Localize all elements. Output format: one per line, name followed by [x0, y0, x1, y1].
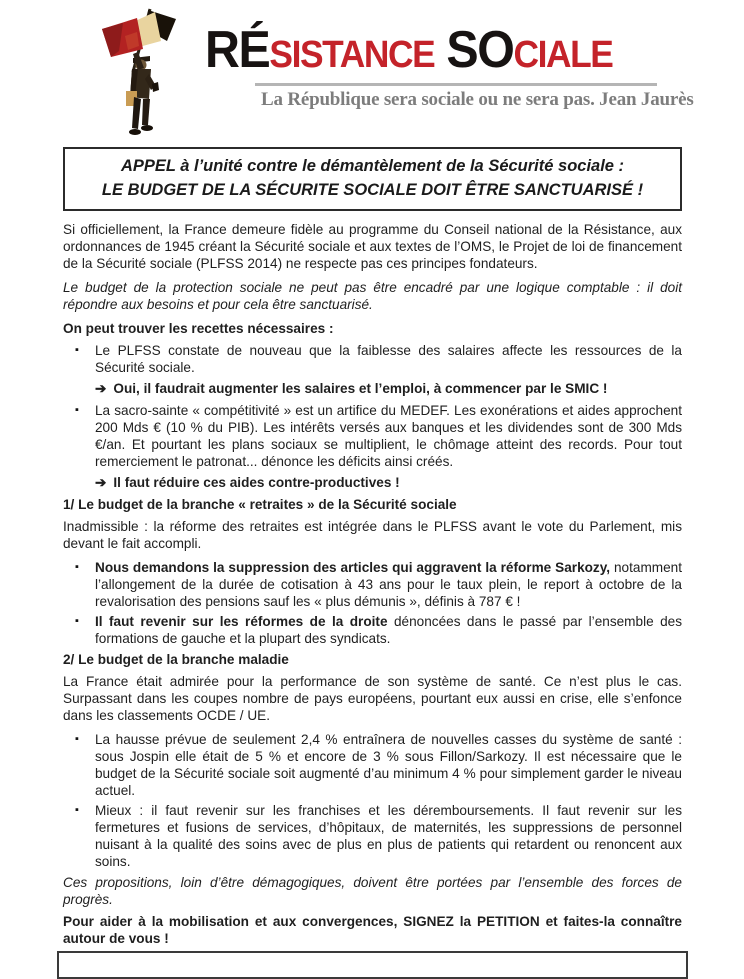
paragraph-closing: Ces propositions, loin d’être démagogiques, doivent être portées par l’ensemble des forces de progrès.	[63, 875, 682, 907]
heading-section-1: 1/ Le budget de la branche « retraites » de la Sécurité sociale	[63, 497, 457, 512]
document-header	[0, 0, 744, 145]
document-body	[63, 147, 682, 979]
paragraph-intro: Si officiellement, la France demeure fidèle au programme du Conseil national de la Résistance, aux ordonnances de 1945 créant la Sécurité sociale et aux textes de l’OMS, le Projet de loi de financement de la Sécurité sociale (PLFSS 2014) ne respecte pas ces principes fondateurs.	[63, 222, 682, 271]
tagline: La République sera sociale ou ne sera pas. Jean Jaurès	[261, 89, 694, 110]
list-item	[63, 342, 682, 376]
bullet-square-icon: ▪	[75, 561, 79, 573]
list-item	[63, 731, 682, 799]
tagline-divider	[255, 83, 657, 86]
bullet-square-icon: ▪	[75, 344, 79, 356]
list-item-text: La hausse prévue de seulement 2,4 % entraînera de nouvelles casses du système de santé : sous Jospin elle était de 5 % et encore de 3 % sous Fillon/Sarkozy. Il est nécessaire que le budget de la Sécurité sociale soit augmenté d’au minimum 4 % pour simplement garder le niveau actuel.	[95, 732, 682, 798]
list-item-text: Le PLFSS constate de nouveau que la faiblesse des salaires affecte les ressources de la Sécurité sociale.	[95, 343, 682, 375]
list-item-bold-lead: Nous demandons la suppression des articles qui aggravent la réforme Sarkozy,	[95, 560, 611, 575]
list-item-text: notamment l’allongement de la durée de cotisation à 43 ans pour le taux plein, le report à octobre de la revalorisation des pensions sauf les « plus démunis », définis à 787 € !	[95, 560, 683, 609]
bullet-square-icon: ▪	[75, 804, 79, 816]
retraites-list	[63, 559, 682, 647]
logo-part-ciale: CIALE	[513, 34, 613, 76]
recettes-list-2	[63, 402, 682, 470]
arrow-callout-2	[63, 474, 682, 491]
bullet-square-icon: ▪	[75, 733, 79, 745]
arrow-callout-text: Il faut réduire ces aides contre-productives !	[113, 475, 400, 490]
bullet-square-icon: ▪	[75, 404, 79, 416]
list-item	[63, 402, 682, 470]
arrow-callout-1	[63, 380, 682, 397]
arrow-callout-text: Oui, il faudrait augmenter les salaires et l’emploi, à commencer par le SMIC !	[113, 381, 608, 396]
paragraph-petition-call: Pour aider à la mobilisation et aux convergences, SIGNEZ la PETITION et faites-la connaître autour de vous !	[63, 914, 682, 946]
list-item	[63, 613, 682, 647]
bullet-square-icon: ▪	[75, 615, 79, 627]
petition-box	[57, 951, 688, 979]
logo-part-re: RÉ	[205, 21, 270, 79]
paragraph-section-1-intro: Inadmissible : la réforme des retraites est intégrée dans le PLFSS avant le vote du Parlement, mis devant le fait accompli.	[63, 519, 682, 551]
recettes-list	[63, 342, 682, 376]
arrow-right-icon: ➔	[95, 475, 107, 490]
paragraph-section-2-intro: La France était admirée pour la performance de son système de santé. Ce n’est plus le cas. Surpassant dans les coupes nombre de pays européens, pourtant eux aussi en crise, elle s’enfonce dans les classements OCDE / UE.	[63, 674, 682, 723]
list-item-text: dénoncées dans le passé par l’ensemble des formations de gauche et la plupart des syndicats.	[95, 614, 682, 646]
logo-part-sistance: SISTANCE	[269, 34, 435, 76]
child-with-flag-icon	[92, 6, 186, 138]
logo-part-so: SO	[434, 21, 514, 79]
logo-wordmark	[205, 21, 613, 79]
paragraph-principle: Le budget de la protection sociale ne peut pas être encadré par une logique comptable : il doit répondre aux besoins et pour cela être sanctuarisé.	[63, 280, 682, 312]
heading-recettes: On peut trouver les recettes nécessaires :	[63, 321, 334, 336]
list-item	[63, 802, 682, 870]
list-item-text: La sacro-sainte « compétitivité » est un artifice du MEDEF. Les exonérations et aides approchent 200 Mds € (10 % du PIB). Les intérêts versés aux banques et les dividendes sont de 300 Mds €/an. Et pourtant les plans sociaux se multiplient, le chômage atteint des records. Pour tout remerciement le patronat... dénonce les déficits ainsi créés.	[95, 403, 682, 469]
list-item	[63, 559, 682, 610]
title-box	[63, 147, 682, 211]
title-line-1: APPEL à l’unité contre le démantèlement de la Sécurité sociale :	[120, 157, 625, 175]
title-line-2: LE BUDGET DE LA SÉCURITE SOCIALE DOIT ÊTRE SANCTUARISÉ !	[101, 181, 644, 199]
maladie-list	[63, 731, 682, 870]
list-item-bold-lead: Il faut revenir sur les réformes de la droite	[95, 614, 388, 629]
heading-section-2: 2/ Le budget de la branche maladie	[63, 652, 289, 667]
arrow-right-icon: ➔	[95, 381, 107, 396]
list-item-text: Mieux : il faut revenir sur les franchises et les déremboursements. Il faut revenir sur les fermetures et fusions de services, d’hôpitaux, de maternités, les suppressions de personnel nuisant à la qualité des soins avec de plus en plus de patients qui retardent ou renoncent aux soins.	[95, 803, 682, 869]
